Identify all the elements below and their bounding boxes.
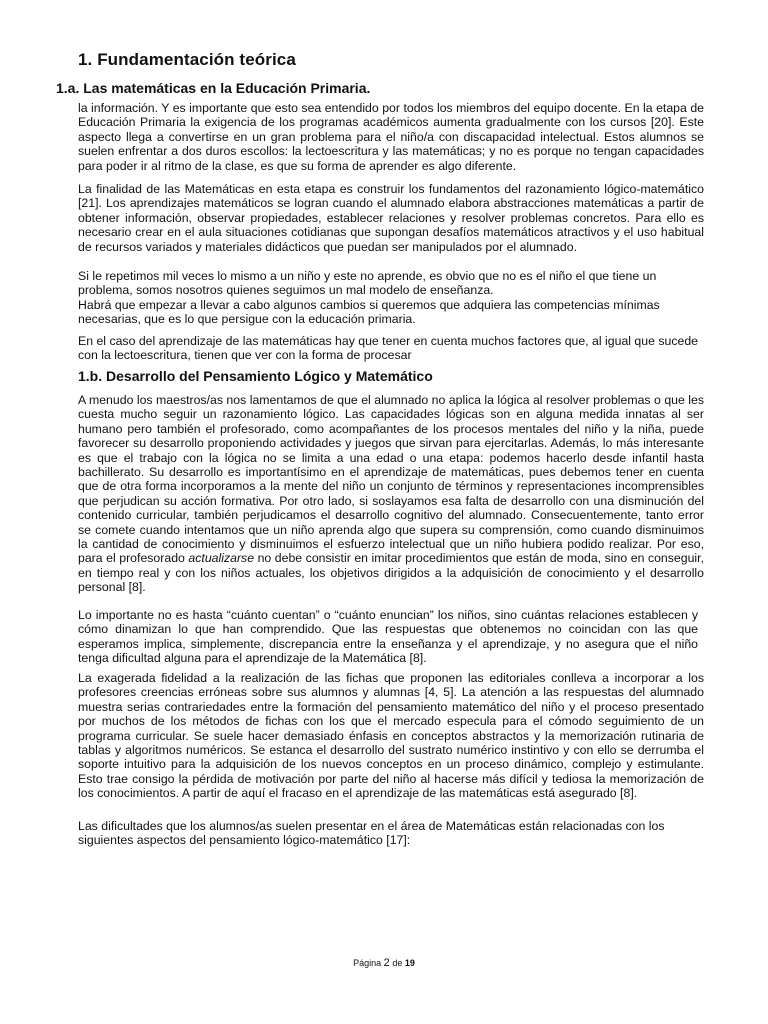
paragraph-b2: Lo importante no es hasta “cuánto cuentan” o “cuánto enuncian” los niños, sino cuántas relaciones establecen y cómo dinamizan lo que han comprendido. Que las respuestas que obtenemos no coincidan con las que esperamos implica, simplemente, discrepancia entre la enseñanza y el aprendizaje, y no asegura que el niño tenga dificultad alguna para el aprendizaje de la Matemática [8]. (78, 608, 698, 666)
footer-total-pages: 19 (404, 958, 415, 968)
paragraph-a5: En el caso del aprendizaje de las matemáticas hay que tener en cuenta muchos factores que, al igual que sucede con la lectoescritura, tienen que ver con la forma de procesar (78, 334, 699, 363)
paragraph-b1-emphasis: actualizarse (188, 551, 255, 566)
paragraph-b1-text-start: A menudo los maestros/as nos lamentamos de que el alumnado no aplica la lógica al resolver problemas o que les cuesta mucho seguir un razonamiento lógico. Las capacidades lógicas son en alguna medida innatas al ser humano pero también el profesorado, como acompañantes de los procesos mentales del niño y la niña, puede favorecer su desarrollo proponiendo actividades y juegos que sirvan para ejercitarlas. Además, lo más interesante es que el trabajo con la lógica no se limita a una edad o una etapa: podemos hacerlo desde infantil hasta bachillerato. Su desarrollo es importantísimo en el aprendizaje de matemáticas, pues debemos tener en cuenta que de otra forma incorporamos a la mente del niño un conjunto de términos y representaciones incomprensibles que perjudican su acción formativa. Por otro lado, si soslayamos esa falta de desarrollo con una disminución del contenido curricular, también perjudicamos el desarrollo cognitivo del alumnado. Consecuentemente, tanto error se comete cuando intentamos que un niño aprenda algo que supera su comprensión, como cuando disminuimos la cantidad de conocimiento y disminuimos el esfuerzo intelectual que un niño hubiera podido realizar. Por eso, para el profesorado (78, 393, 704, 566)
footer-label: Página (353, 958, 382, 968)
paragraph-b1 (78, 393, 704, 595)
paragraph-a3: Si le repetimos mil veces lo mismo a un niño y este no aprende, es obvio que no es el niño el que tiene un problema, somos nosotros quienes seguimos un mal modelo de enseñanza. (78, 269, 657, 298)
paragraph-b1-text-end: no debe consistir en imitar procedimientos que están de moda, sino en conseguir, en tiempo real y con los niños actuales, los objetivos dirigidos a la adquisición de conocimiento y el desarrollo personal [8]. (78, 551, 704, 595)
paragraph-a2: La finalidad de las Matemáticas en esta etapa es construir los fundamentos del razonamiento lógico-matemático [21]. Los aprendizajes matemáticos se logran cuando el alumnado elabora abstracciones matemáticas a partir de obtener información, observar propiedades, establecer relaciones y resolver problemas concretos. Para ello es necesario crear en el aula situaciones cotidianas que supongan desafíos matemáticos atractivos y el uso habitual de recursos variados y materiales didácticos que puedan ser manipulados por el alumnado. (78, 182, 704, 254)
paragraph-b4: Las dificultades que los alumnos/as suelen presentar en el área de Matemáticas están relacionadas con los siguientes aspectos del pensamiento lógico-matemático [17]: (78, 819, 665, 848)
paragraph-b3: La exagerada fidelidad a la realización de las fichas que proponen las editoriales conlleva a incorporar a los profesores creencias erróneas sobre sus alumnos y alumnas [4, 5]. La atención a las respuestas del alumnado muestra serias contrariedades entre la formación del pensamiento matemático del niño y el proceso presentado por muchos de los métodos de fichas con los que el mercado especula para el cómodo seguimiento de un programa curricular. Se suele hacer demasiado énfasis en conceptos abstractos y la memorización rutinaria de tablas y algoritmos numéricos. Se estanca el desarrollo del sustrato numérico instintivo y con ello se derrumba el soporte intuitivo para la adquisición de los nuevos conceptos en un proceso dinámico, complejo y estimulante. Esto trae consigo la pérdida de motivación por parte del niño al hacerse más difícil y tediosa la memorización de los conocimientos. A partir de aquí el fracaso en el aprendizaje de las matemáticas está asegurado [8]. (78, 671, 704, 801)
page-footer (0, 957, 768, 969)
subsection-b-title: 1.b. Desarrollo del Pensamiento Lógico y Matemático (78, 368, 433, 384)
footer-current-page: 2 (383, 957, 390, 969)
section-title: 1. Fundamentación teórica (78, 50, 296, 69)
subsection-a-title: 1.a. Las matemáticas en la Educación Primaria. (56, 80, 371, 96)
paragraph-a1: la información. Y es importante que esto sea entendido por todos los miembros del equipo docente. En la etapa de Educación Primaria la exigencia de los programas académicos aumenta gradualmente con los cursos [20]. Este aspecto llega a convertirse en un gran problema para el niño/a con discapacidad intelectual. Estos alumnos se suelen enfrentar a dos duros escollos: la lectoescritura y las matemáticas; y no es porque no tengan capacidades para poder ir al ritmo de la clase, es que su forma de aprender es algo diferente. (78, 101, 704, 173)
footer-of: de (392, 958, 403, 968)
paragraph-a4: Habrá que empezar a llevar a cabo algunos cambios si queremos que adquiera las competencias mínimas necesarias, que es lo que persigue con la educación primaria. (78, 298, 660, 327)
